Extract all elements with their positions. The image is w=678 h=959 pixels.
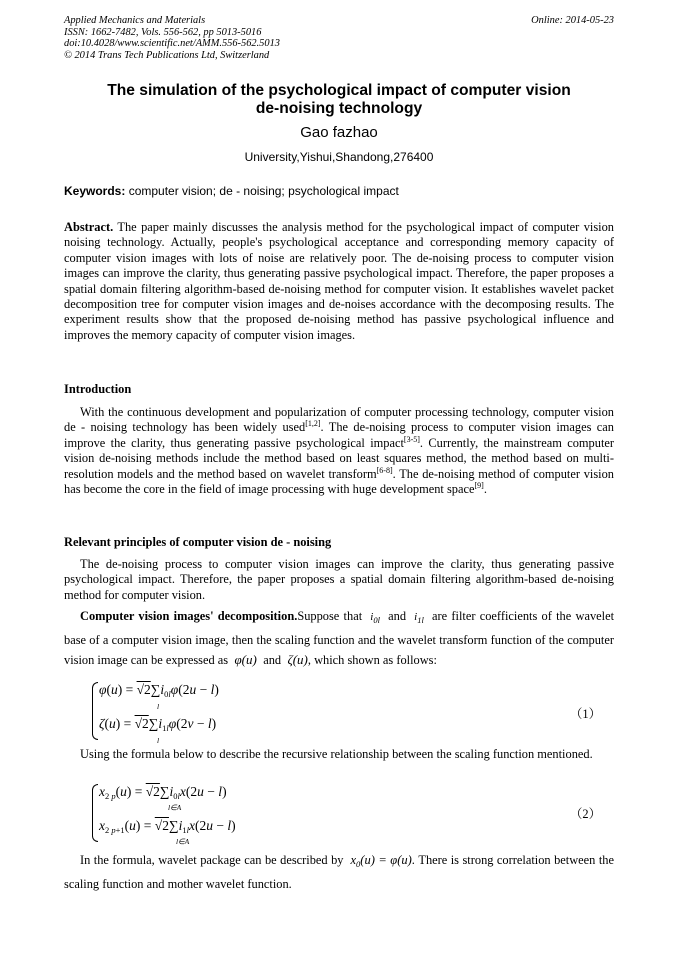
copyright-line: © 2014 Trans Tech Publications Ltd, Switzerland — [64, 49, 270, 61]
keywords-text: computer vision; de - noising; psychological impact — [125, 184, 399, 198]
equation-2-sum-index-1: l∈A — [168, 803, 182, 812]
citation-4: [9] — [474, 481, 484, 491]
journal-name: Applied Mechanics and Materials — [64, 15, 206, 26]
intro-text-1: With the continuous development and popularization of computer processing technology, computer vision de - noising technology has been widely used — [64, 405, 614, 435]
introduction-paragraph — [64, 405, 614, 497]
principles-paragraph-3: Using the formula below to describe the recursive relationship between the scaling function mentioned. — [80, 747, 593, 761]
abstract — [64, 220, 614, 343]
p4-text-b: . There is strong correlation between the scaling function and mother wavelet function. — [64, 853, 614, 891]
citation-1: [1,2] — [305, 419, 321, 429]
intro-text-4: . The de-noising method of computer vision has become the core in the field of image processing with huge development space — [64, 466, 615, 497]
intro-text-3: . Currently, the mainstream computer vision de-noising methods include the method based on least squares method, the method based on multi-resolution models and the method based on wavelet transform — [64, 435, 615, 481]
equation-2-sum-index-2: l∈A — [176, 837, 190, 846]
issn-line: ISSN: 1662-7482, Vols. 556-562, pp 5013-5016 — [64, 26, 262, 38]
doi-line: doi:10.4028/www.scientific.net/AMM.556-562.5013 — [64, 38, 280, 50]
title-line-1: The simulation of the psychological impact of computer vision — [107, 82, 571, 99]
equation-1-brace — [92, 682, 98, 740]
intro-text-5: . — [483, 482, 487, 497]
equation-1-sum-index-2: l — [157, 736, 160, 745]
affiliation: University,Yishui,Shandong,276400 — [244, 150, 434, 164]
abstract-label: Abstract. — [64, 220, 114, 234]
online-date: Online: 2014-05-23 — [531, 15, 614, 26]
equation-2-brace — [92, 784, 98, 842]
math-phi-u: φ(u) — [231, 652, 261, 667]
equation-1-number: （1） — [570, 707, 601, 721]
math-i1l: $i_{1l}$ — [410, 611, 424, 625]
abstract-text: The paper mainly discusses the analysis method for the psychological impact of computer vision noising technology. Actually, people's psychological acceptance and corresponding memory capacity of computer vision images with lots of noise are relatively poor. The de-noising process to computer vision images can improve the clarity, thus generating passive psychological impact. Therefore, the paper proposes a spatial domain filtering algorithm-based de-noising method for computer vision. It establishes wavelet packet decomposition tree for computer vision images and de-noises accordance with the decomposing results. The experiment results show that the proposed de-noising method has passive psychological influence and improves the memory capacity of computer vision images. — [64, 220, 614, 342]
equation-2-line-2: $x_{2 p+1}(u) = √2\sum i_{1l}x(2u - l)$ — [99, 818, 236, 835]
citation-2: [3-5] — [403, 434, 420, 444]
p4-text-a: In the formula, wavelet package can be described by — [80, 853, 344, 867]
math-i0l: $i_{0l}$ — [366, 611, 380, 625]
principles-heading: Relevant principles of computer vision de - noising — [64, 535, 332, 549]
p2-text-c: are filter coefficients of the wavelet base of a computer vision image, then the scaling function and the wavelet transform function of the computer vision image can be expressed as — [64, 609, 615, 667]
principles-paragraph-2 — [64, 606, 614, 670]
math-x0-equals-phi: $x_0(u) = \varphi(u)$ — [346, 853, 412, 869]
equation-1-line-2: $\zeta(u) = √2\sum i_{1l}\varphi(2v - l)$ — [99, 716, 217, 733]
intro-text-2: . The de-noising process to computer vision images can improve the clarity, thus generating passive psychological impact — [64, 420, 614, 450]
principles-paragraph-4 — [64, 850, 614, 894]
equation-2-line-1: $x_{2 p}(u) = √2\sum i_{0l}x(2u - l)$ — [99, 784, 227, 801]
citation-3: [6-8] — [376, 465, 393, 475]
equation-1-sum-index-1: l — [157, 702, 160, 711]
introduction-heading: Introduction — [64, 382, 132, 396]
principles-paragraph-1: The de-noising process to computer vision images can improve the clarity, thus generating passive psychological impact. Therefore, the paper proposes a spatial domain filtering algorithm-based de-noising method for computer vision. — [64, 557, 614, 602]
paper-title — [64, 82, 614, 118]
p2-text-b: and — [388, 609, 407, 623]
equation-2-number: （2） — [570, 807, 601, 821]
decomposition-subheading: Computer vision images' decomposition. — [80, 609, 298, 623]
author-name: Gao fazhao — [300, 124, 378, 141]
journal-header — [64, 15, 280, 61]
p2-text-a: Suppose that — [297, 609, 363, 623]
p2-text-d: and — [263, 653, 282, 667]
math-zeta-u: ζ(u) — [284, 652, 308, 667]
p2-text-e: , which shown as follows: — [307, 653, 437, 667]
keywords-label: Keywords: — [64, 184, 126, 198]
keywords — [64, 184, 614, 199]
equation-1-line-1: $\varphi(u) = √2\sum i_{0l}\varphi(2u - l)$ — [99, 682, 219, 699]
title-line-2: de-noising technology — [255, 100, 423, 117]
